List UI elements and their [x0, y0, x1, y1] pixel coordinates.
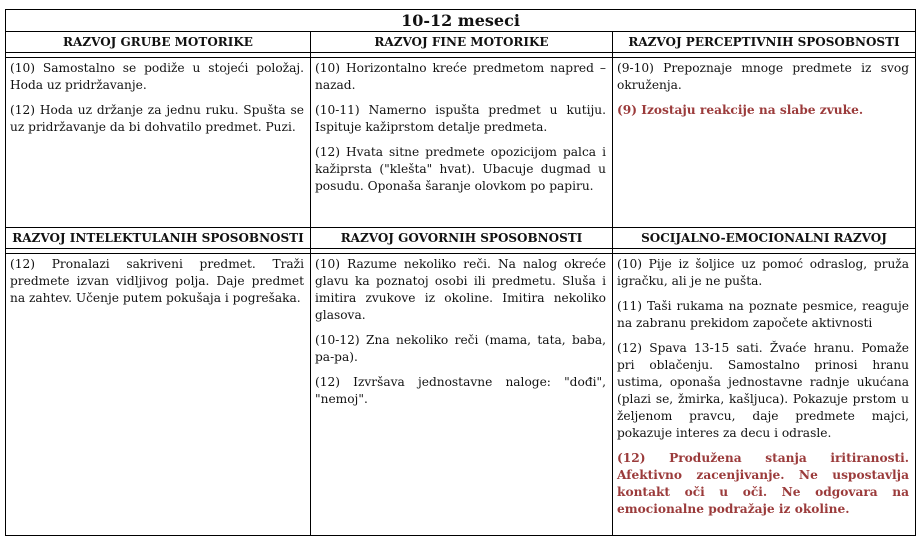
- speech-item: (10-12) Zna nekoliko reči (mama, tata, baba, pa-pa).: [315, 333, 606, 364]
- heading-social-emotional: SOCIJALNO-EMOCIONALNI RAZVOJ: [613, 228, 916, 249]
- perceptual-warning: (9) Izostaju reakcije na slabe zvuke.: [617, 103, 864, 117]
- gross-motor-item: (10) Samostalno se podiže u stojeći položaj. Hoda uz pridržavanje.: [10, 61, 304, 92]
- fine-motor-item: (10-11) Namerno ispušta predmet u kutiju. Ispituje kažiprstom detalje predmeta.: [315, 103, 606, 134]
- social-emotional-item: (12) Spava 13-15 sati. Žvaće hranu. Pomaže pri oblačenju. Samostalno prinosi hranu ustima, oponaša jednostavne radnje ukućana (plazi se, žmirka, kašljuca). Pokazuje prstom u željenom pravcu, daje predmete majci, pokazuje interes za decu i odrasle.: [617, 341, 909, 440]
- intellectual-cell: [6, 254, 311, 536]
- perceptual-cell: [613, 58, 916, 228]
- speech-item: (10) Razume nekoliko reči. Na nalog okreće glavu ka poznatoj osobi ili predmetu. Sluša i imitira zvukove iz okoline. Imitira nekoliko glasova.: [315, 257, 606, 322]
- gross-motor-item: (12) Hoda uz držanje za jednu ruku. Spušta se uz pridržavanje da bi dohvatilo predmet. Puzi.: [10, 103, 304, 134]
- heading-perceptual: RAZVOJ PERCEPTIVNIH SPOSOBNOSTI: [613, 32, 916, 53]
- social-emotional-warning: (12) Produžena stanja iritiranosti. Afektivno zacenjivanje. Ne uspostavlja kontakt oči u oči. Ne odgovara na emocionalne podražaje iz okoline.: [617, 451, 909, 516]
- fine-motor-item: (12) Hvata sitne predmete opozicijom palca i kažiprsta ("klešta" hvat). Ubacuje dugmad u posudu. Oponaša šaranje olovkom po papiru.: [315, 145, 606, 193]
- perceptual-item: (9-10) Prepoznaje mnoge predmete iz svog okruženja.: [617, 61, 909, 92]
- intellectual-item: (12) Pronalazi sakriveni predmet. Traži predmete izvan vidljivog polja. Daje predmet na zahtev. Učenje putem pokušaja i pogrešaka.: [10, 257, 304, 305]
- development-table: [5, 9, 916, 536]
- gross-motor-cell: [6, 58, 311, 228]
- speech-cell: [311, 254, 613, 536]
- social-emotional-cell: [613, 254, 916, 536]
- fine-motor-item: (10) Horizontalno kreće predmetom napred – nazad.: [315, 61, 606, 92]
- speech-item: (12) Izvršava jednostavne naloge: "dođi", "nemoj".: [315, 375, 606, 406]
- heading-gross-motor: RAZVOJ GRUBE MOTORIKE: [6, 32, 311, 53]
- social-emotional-item: (11) Taši rukama na poznate pesmice, reaguje na zabranu prekidom započete aktivnosti: [617, 299, 909, 330]
- table-title: 10-12 meseci: [6, 10, 916, 32]
- social-emotional-item: (10) Pije iz šoljice uz pomoć odraslog, pruža igračku, ali je ne pušta.: [617, 257, 909, 288]
- fine-motor-cell: [311, 58, 613, 228]
- heading-speech: RAZVOJ GOVORNIH SPOSOBNOSTI: [311, 228, 613, 249]
- heading-intellectual: RAZVOJ INTELEKTULANIH SPOSOBNOSTI: [6, 228, 311, 249]
- heading-fine-motor: RAZVOJ FINE MOTORIKE: [311, 32, 613, 53]
